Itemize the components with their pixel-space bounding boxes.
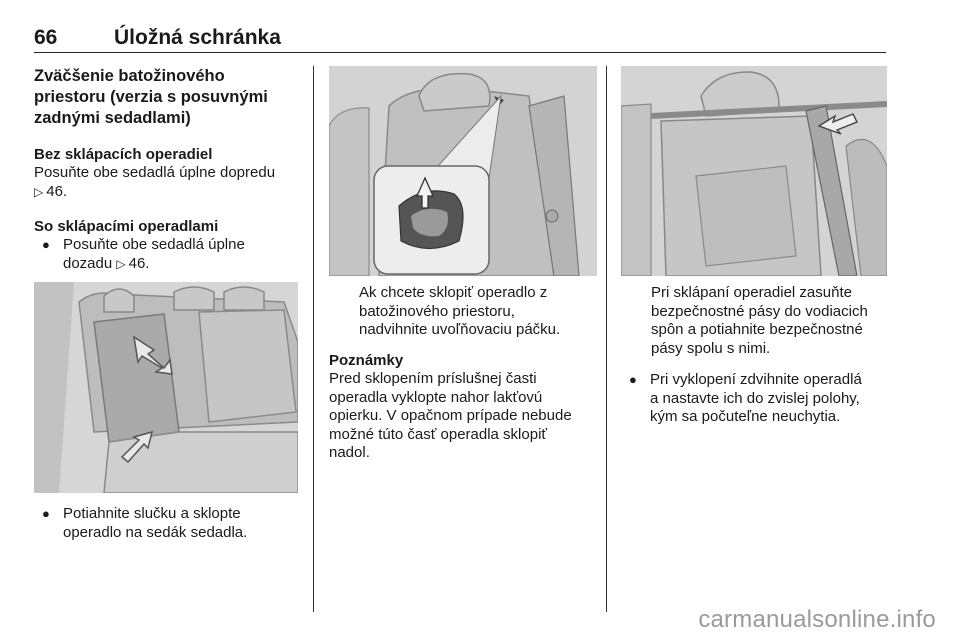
watermark: carmanualsonline.info	[698, 606, 936, 633]
page-number: 66	[34, 26, 58, 49]
column-right	[621, 66, 887, 427]
subheading-with-folding: So sklápacími operadlami	[34, 218, 219, 235]
column-left	[34, 66, 300, 542]
paragraph-without-folding: Posuňte obe sedadlá úplne dopredu ▷ 46.	[34, 164, 276, 200]
bullet-item: ● Posuňte obe sedadlá úplne dozadu ▷ 46.	[42, 236, 245, 272]
section-title: Zväčšenie batožinového priestoru (verzia s posuvnými zadnými sedadlami)	[34, 67, 268, 127]
note-title: Poznámky	[329, 351, 404, 369]
triangle-pointer-icon: ▷	[34, 184, 44, 199]
page-header	[34, 26, 886, 53]
bullet-dot-icon: ●	[629, 372, 637, 387]
subheading-without-folding: Bez sklápacích operadiel	[34, 146, 213, 163]
page-reference[interactable]: 46.	[128, 254, 150, 272]
column-divider-right	[606, 66, 607, 612]
page-reference[interactable]: 46.	[46, 182, 68, 200]
illustration-seat-belt-guide	[621, 66, 887, 276]
triangle-pointer-icon: ▷	[116, 256, 126, 271]
page-title: Úložná schránka	[114, 26, 281, 49]
illustration-release-lever	[329, 66, 597, 276]
note-text: Pred sklopením príslušnej časti operadla vyklopte nahor lakťovú opierku. V opačnom prípade nebude možné túto časť operadla sklopiť nadol.	[329, 370, 572, 461]
column-middle	[329, 66, 597, 463]
bullet-item: ● Pri vyklopení zdvihnite operadlá a nastavte ich do zvislej polohy, kým sa počuteľne neuchytia.	[629, 371, 862, 425]
figure-caption: Ak chcete sklopiť operadlo z batožinového priestoru, nadvihnite uvoľňovaciu páčku.	[359, 284, 561, 338]
illustration-rear-seats-folding	[34, 282, 298, 493]
column-divider-left	[313, 66, 314, 612]
bullet-item: ● Potiahnite slučku a sklopte operadlo na sedák sedadla.	[42, 505, 248, 541]
bullet-dot-icon: ●	[42, 237, 50, 252]
figure-caption: Pri sklápaní operadiel zasuňte bezpečnostné pásy do vodiacich spôn a potiahnite bezpečnostné pásy spolu s nimi.	[651, 284, 868, 357]
bullet-dot-icon: ●	[42, 506, 50, 521]
